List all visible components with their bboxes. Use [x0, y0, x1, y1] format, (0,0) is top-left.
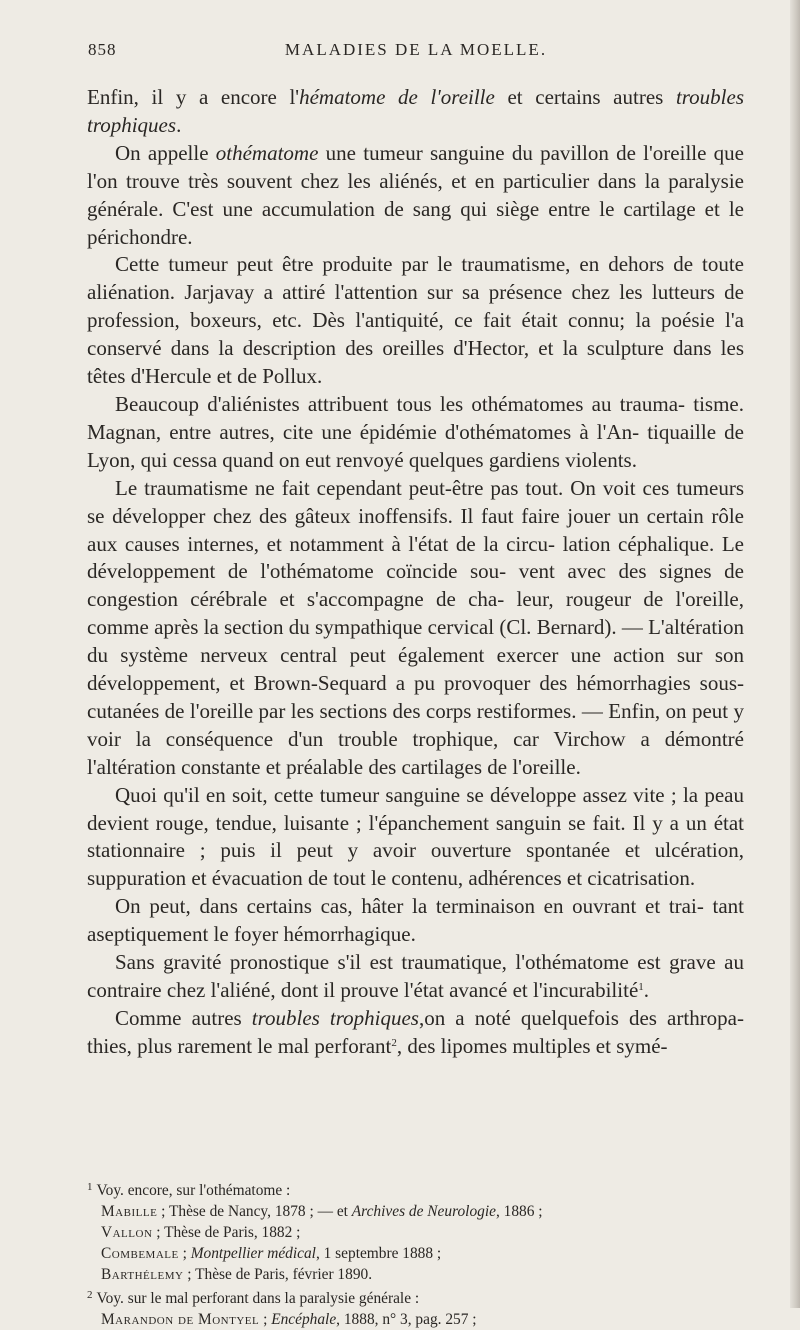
text-run: , 1886 ;: [495, 1203, 543, 1220]
italic-text: hématome de l'oreille: [299, 85, 495, 109]
text-run: .: [643, 978, 650, 1002]
footnote-number: 2: [87, 1289, 93, 1301]
text-run: Quoi qu'il en soit, cette tumeur sanguine se développe assez vite ; la peau devient rouge, tendue, luisante ; l'épanchement sanguin se fait. Il y a un état stationnaire ; puis il peut y avoir ouverture spontanée et ulcération, suppuration et évacuation de tout le contenu, adhérences et cicatrisation.: [87, 782, 744, 891]
author-name: Vallon: [101, 1224, 153, 1241]
text-run: On appelle: [115, 140, 216, 165]
footnote-reference: [87, 1222, 744, 1243]
text-run: ;: [178, 1245, 191, 1262]
page-edge: [790, 0, 800, 1308]
text-run: ; Thèse de Paris, 1882 ;: [152, 1224, 301, 1241]
paragraph: [87, 949, 744, 1005]
running-title: MALADIES DE LA MOELLE.: [284, 40, 548, 59]
text-run: Voy. encore, sur l'othématome :: [96, 1182, 291, 1199]
text-run: une tumeur sanguine du pavillon de l'oreille que l'on trouve très souvent chez les aliénés, et en particulier dans la paralysie générale. C'est une accumulation de sang qui siège entre le cartilage et le périchondre.: [87, 140, 744, 249]
footnote-reference: [87, 1309, 744, 1330]
footnote-reference: [87, 1243, 744, 1264]
author-name: Mabille: [101, 1203, 158, 1220]
page-header: [88, 40, 744, 70]
author-name: Combemale: [101, 1245, 179, 1262]
text-run: et certains autres: [494, 85, 676, 109]
paragraph: [87, 782, 744, 894]
footnote: [87, 1285, 744, 1309]
body-text: [87, 84, 744, 1061]
paragraph: [87, 84, 744, 140]
italic-text: Encéphale: [271, 1311, 337, 1328]
footnotes: [87, 1177, 744, 1330]
text-run: Cette tumeur peut être produite par le traumatisme, en dehors de toute aliénation. Jarjavay a attiré l'attention sur sa présence chez les lutteurs de profession, boxeurs, etc. Dès l'antiquité, ce fait était connu; la poésie l'a conservé dans la description des oreilles d'Hector, et la sculpture dans les têtes d'Hercule et de Pollux.: [87, 252, 744, 389]
author-name: Barthélemy: [101, 1266, 184, 1283]
text-run: , des lipomes multiples et symé-: [396, 1033, 668, 1058]
text-run: ; Thèse de Nancy, 1878 ; — et: [157, 1203, 352, 1220]
page-number: 858: [88, 40, 117, 59]
italic-text: othématome: [215, 140, 319, 165]
paragraph: [87, 1005, 744, 1061]
text-run: Beaucoup d'aliénistes attribuent tous les othématomes au trauma- tisme. Magnan, entre autres, cite une épidémie d'othématomes à l'An- tiquaille de Lyon, qui cessa quand on eut renvoyé quelques gardiens violents.: [87, 391, 744, 472]
paragraph: [87, 251, 744, 391]
italic-text: Montpellier médical: [190, 1245, 316, 1262]
text-run: Le traumatisme ne fait cependant peut-être pas tout. On voit ces tumeurs se développer chez des gâteux inoffensifs. Il faut faire jouer un certain rôle aux causes internes, et notamment à l'état de la circu- lation céphalique. Le développement de l'othématome coïncide sou- vent avec des signes de congestion cérébrale et s'accompagne de cha- leur, rougeur de l'oreille, comme après la section du sympathique cervical (Cl. Bernard). — L'altération du système nerveux central peut également exercer une action sur son développement, et Brown-Sequard a pu provoquer des hémorrhagies sous-cutanées de l'oreille par les sections des corps restiformes. — Enfin, on peut y voir la conséquence d'un trouble trophique, car Virchow a démontré l'altération constante et préalable des cartilages de l'oreille.: [87, 475, 744, 779]
text-run: Comme autres: [115, 1005, 252, 1030]
paragraph: [87, 391, 744, 475]
text-run: .: [176, 112, 182, 137]
paragraph: [87, 893, 744, 949]
footnote-number: 1: [87, 1181, 93, 1193]
text-run: ,on a noté quelquefois des arthropa- thies, plus rarement le mal perforant: [87, 1005, 744, 1058]
author-name: Marandon de Montyel: [101, 1311, 260, 1328]
footnote-marker: 2: [391, 1036, 397, 1049]
italic-text: troubles trophiques: [251, 1005, 419, 1030]
footnote-marker: 1: [638, 981, 644, 993]
text-run: ;: [259, 1311, 272, 1328]
text-run: On peut, dans certains cas, hâter la terminaison en ouvrant et trai- tant aseptiquement le foyer hémorrhagique.: [87, 894, 744, 947]
paragraph: [87, 475, 744, 782]
italic-text: Archives de Neurologie: [351, 1203, 496, 1220]
text-run: Enfin, il y a encore l': [87, 85, 300, 109]
footnote: [87, 1177, 744, 1201]
text-run: Voy. sur le mal perforant dans la paralysie générale :: [96, 1290, 420, 1307]
footnote-reference: [87, 1201, 744, 1222]
text-run: , 1 septembre 1888 ;: [315, 1245, 442, 1262]
text-run: , 1888, n° 3, pag. 257 ;: [336, 1311, 477, 1328]
italic-text: troubles trophiques: [87, 85, 744, 137]
text-run: ; Thèse de Paris, février 1890.: [183, 1266, 373, 1283]
paragraph: [87, 140, 744, 252]
footnote-reference: [87, 1264, 744, 1285]
text-run: Sans gravité pronostique s'il est traumatique, l'othématome est grave au contraire chez l'aliéné, dont il prouve l'état avancé et l'incurabilité: [87, 950, 744, 1002]
